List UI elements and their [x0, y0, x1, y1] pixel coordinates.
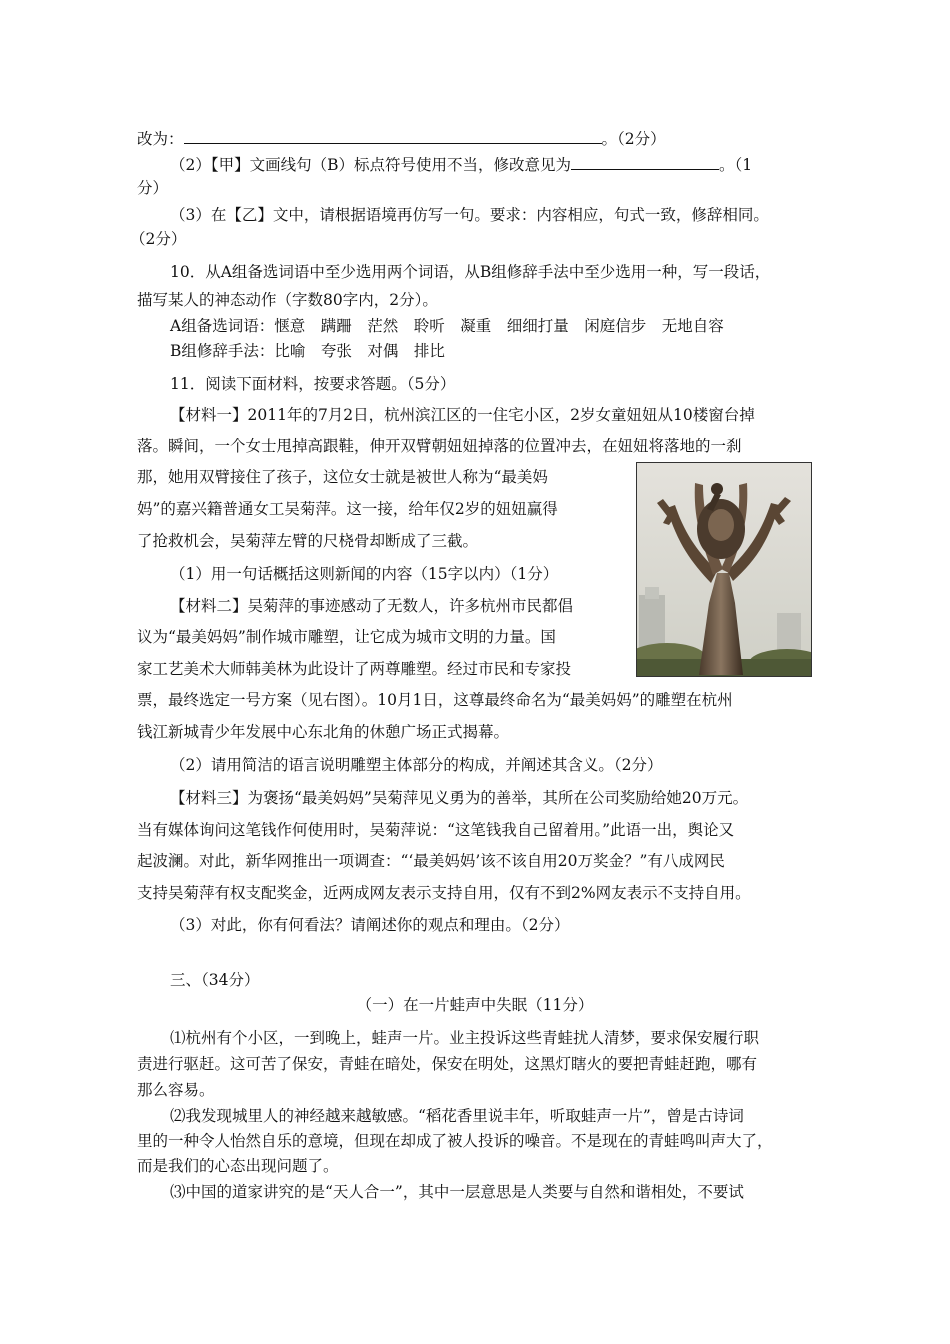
material3-line: 支持吴菊萍有权支配奖金，近两成网友表示支持自用，仅有不到2%网友表示不支持自用。 — [137, 884, 751, 902]
material1-line: 了抢救机会，吴菊萍左臂的尺桡骨却断成了三截。 — [137, 532, 479, 550]
paragraph-line: 那么容易。 — [137, 1081, 215, 1099]
q9-sub3: （3）在【乙】文中，请根据语境再仿写一句。要求：内容相应，句式一致，修辞相同。 — [170, 206, 769, 224]
material3-line: 起波澜。对此，新华网推出一项调查：“‘最美妈妈’该不该自用20万奖金？”有八成网民 — [137, 852, 725, 870]
answer-blank[interactable] — [571, 154, 719, 170]
material1-line: 妈”的嘉兴籍普通女工吴菊萍。这一接，给年仅2岁的妞妞赢得 — [137, 500, 558, 518]
material2-line: 议为“最美妈妈”制作城市雕塑，让它成为城市文明的力量。国 — [137, 628, 556, 646]
sculpture-image — [637, 463, 811, 676]
q11-title: 11．阅读下面材料，按要求答题。（5分） — [170, 375, 456, 393]
paragraph-line: ⑴杭州有个小区，一到晚上，蛙声一片。业主投诉这些青蛙扰人清梦，要求保安履行职 — [170, 1029, 760, 1047]
paragraph-line: 里的一种令人怡然自乐的意境，但现在却成了被人投诉的噪音。不是现在的青蛙鸣叫声大了， — [137, 1132, 773, 1150]
q11-sub2: （2）请用简洁的语言说明雕塑主体部分的构成，并阐述其含义。（2分） — [170, 756, 663, 774]
q9-line1: 改为： 。（2分） — [137, 130, 666, 148]
sculpture-photo — [636, 462, 812, 677]
paragraph-line: 而是我们的心态出现问题了。 — [137, 1157, 339, 1175]
paragraph-line: 责进行驱赶。这可苦了保安，青蛙在暗处，保安在明处，这黑灯瞎火的要把青蛙赶跑，哪有 — [137, 1055, 758, 1073]
material2-line: 家工艺美术大师韩美林为此设计了两尊雕塑。经过市民和专家投 — [137, 660, 572, 678]
q10-line2: 描写某人的神态动作（字数80字内，2分）。 — [137, 291, 438, 309]
material3-line: 当有媒体询问这笔钱作何使用时，吴菊萍说：“这笔钱我自己留着用。”此语一出，舆论又 — [137, 821, 735, 839]
answer-blank[interactable] — [184, 128, 602, 144]
q9-sub2: （2）【甲】文画线句（B）标点符号使用不当，修改意见为 。（1 — [170, 156, 753, 174]
paragraph-line: ⑵我发现城里人的神经越来越敏感。“稻花香里说丰年，听取蛙声一片”，曾是古诗词 — [170, 1107, 744, 1125]
passage-title: （一）在一片蛙声中失眠（11分） — [356, 996, 594, 1014]
material2-line: 【材料二】吴菊萍的事迹感动了无数人，许多杭州市民都倡 — [170, 597, 574, 615]
q9-sub2-cont: 分） — [137, 179, 169, 197]
material1-line: 落。瞬间，一个女士甩掉高跟鞋，伸开双臂朝妞妞掉落的位置冲去，在妞妞将落地的一刹 — [137, 437, 742, 455]
q11-sub1: （1）用一句话概括这则新闻的内容（15字以内）（1分） — [170, 565, 559, 583]
material2-line: 钱江新城青少年发展中心东北角的休憩广场正式揭幕。 — [137, 723, 510, 741]
material3-line: 【材料三】为褒扬“最美妈妈”吴菊萍见义勇为的善举，其所在公司奖励给她20万元。 — [170, 789, 749, 807]
q10-group-b: B组修辞手法：比喻 夸张 对偶 排比 — [170, 342, 445, 360]
q10-line1: 10．从A组备选词语中至少选用两个词语，从B组修辞手法中至少选用一种，写一段话， — [170, 263, 771, 281]
q9-sub3-cont: （2分） — [130, 230, 187, 248]
q11-sub3: （3）对此，你有何看法？请阐述你的观点和理由。（2分） — [170, 916, 570, 934]
paragraph-line: ⑶中国的道家讲究的是“天人合一”，其中一层意思是人类要与自然和谐相处，不要试 — [170, 1183, 744, 1201]
q10-group-a: A组备选词语：惬意 蹒跚 茫然 聆听 凝重 细细打量 闲庭信步 无地自容 — [170, 317, 724, 335]
material1-line: 那，她用双臂接住了孩子，这位女士就是被世人称为“最美妈 — [137, 468, 548, 486]
material2-line: 票，最终选定一号方案（见右图）。10月1日，这尊最终命名为“最美妈妈”的雕塑在杭州 — [137, 691, 733, 709]
material1-line: 【材料一】2011年的7月2日，杭州滨江区的一住宅小区，2岁女童妞妞从10楼窗台掉 — [170, 406, 755, 424]
section-heading: 三、（34分） — [170, 971, 260, 989]
